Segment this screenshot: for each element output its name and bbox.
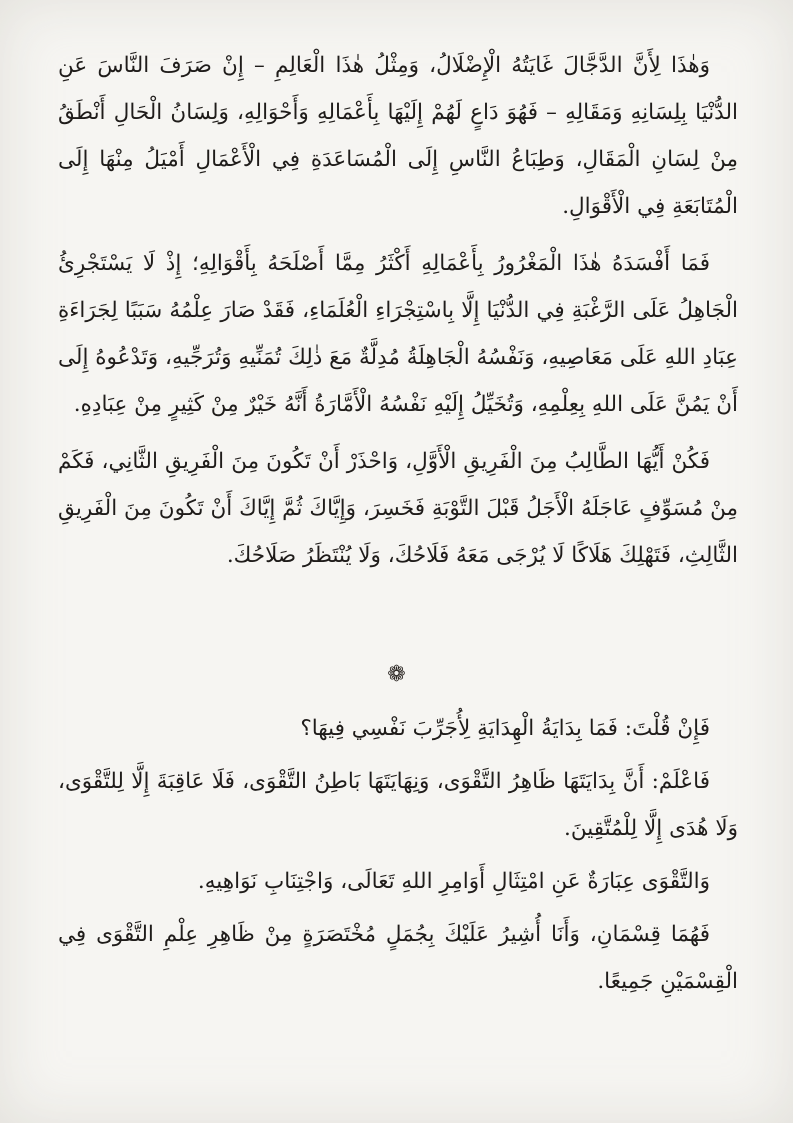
section-divider-ornament-icon: ❁: [387, 662, 406, 687]
paragraph: فَإِنْ قُلْتَ: فَمَا بِدَايَةُ الْهِدَايَةِ لِأُجَرِّبَ نَفْسِي فِيهَا؟: [300, 716, 710, 741]
section-bottom-text: [58, 705, 738, 1011]
section-top-text: [58, 42, 738, 589]
paragraph: فَمَا أَفْسَدَهُ هٰذَا الْمَغْرُورُ بِأَعْمَالِهِ أَكْثَرُ مِمَّا أَصْلَحَهُ بِأَقْوَالِهِ؛ إِذْ لَا يَسْتَجْرِئُ الْجَاهِلُ عَلَى الرَّغْبَةِ فِي الدُّنْيَا إِلَّا بِاسْتِجْرَاءِ الْعُلَمَاءِ، فَقَدْ صَارَ عِلْمُهُ سَبَبًا لِجَرَاءَةِ عِبَادِ اللهِ عَلَى مَعَاصِيهِ، وَنَفْسُهُ الْجَاهِلَةُ مُدِلَّةٌ مَعَ ذٰلِكَ تُمَنِّيهِ وَتُرَجِّيهِ، وَتَدْعُوهُ إِلَى أَنْ يَمُنَّ عَلَى اللهِ بِعِلْمِهِ، وَتُخَيِّلُ إِلَيْهِ نَفْسُهُ الْأَمَّارَةُ أَنَّهُ خَيْرٌ مِنْ كَثِيرٍ مِنْ عِبَادِهِ.: [58, 251, 738, 417]
paragraph: وَالتَّقْوَى عِبَارَةٌ عَنِ امْتِثَالِ أَوَامِرِ اللهِ تَعَالَى، وَاجْتِنَابِ نَوَاهِيهِ.: [197, 869, 710, 894]
paragraph: وَهٰذَا لِأَنَّ الدَّجَّالَ غَايَتُهُ الْإِضْلَالُ، وَمِثْلُ هٰذَا الْعَالِمِ – إِنْ صَرَفَ النَّاسَ عَنِ الدُّنْيَا بِلِسَانِهِ وَمَقَالِهِ – فَهُوَ دَاعٍ لَهُمْ إِلَيْهَا بِأَعْمَالِهِ وَأَحْوَالِهِ، وَلِسَانُ الْحَالِ أَنْطَقُ مِنْ لِسَانِ الْمَقَالِ، وَطِبَاعُ النَّاسِ إِلَى الْمُسَاعَدَةِ فِي الْأَعْمَالِ أَمْيَلُ مِنْهَا إِلَى الْمُتَابَعَةِ فِي الْأَقْوَالِ.: [58, 53, 738, 219]
paragraph: فَهُمَا قِسْمَانِ، وَأَنَا أُشِيرُ عَلَيْكَ بِجُمَلٍ مُخْتَصَرَةٍ مِنْ ظَاهِرِ عِلْمِ التَّقْوَى فِي الْقِسْمَيْنِ جَمِيعًا.: [58, 922, 738, 994]
paragraph: فَكُنْ أَيُّهَا الطَّالِبُ مِنَ الْفَرِيقِ الْأَوَّلِ، وَاحْذَرْ أَنْ تَكُونَ مِنَ الْفَرِيقِ الثَّانِي، فَكَمْ مِنْ مُسَوِّفٍ عَاجَلَهُ الْأَجَلُ قَبْلَ التَّوْبَةِ فَخَسِرَ، وَإِيَّاكَ ثُمَّ إِيَّاكَ أَنْ تَكُونَ مِنَ الْفَرِيقِ الثَّالِثِ، فَتَهْلِكَ هَلَاكًا لَا يُرْجَى مَعَهُ فَلَاحُكَ، وَلَا يُنْتَظَرُ صَلَاحُكَ.: [58, 449, 738, 568]
paragraph: فَاعْلَمْ: أَنَّ بِدَايَتَهَا ظَاهِرُ التَّقْوَى، وَنِهَايَتَهَا بَاطِنُ التَّقْوَى، فَلَا عَاقِبَةَ إِلَّا لِلتَّقْوَى، وَلَا هُدَى إِلَّا لِلْمُتَّقِينَ.: [58, 769, 738, 841]
